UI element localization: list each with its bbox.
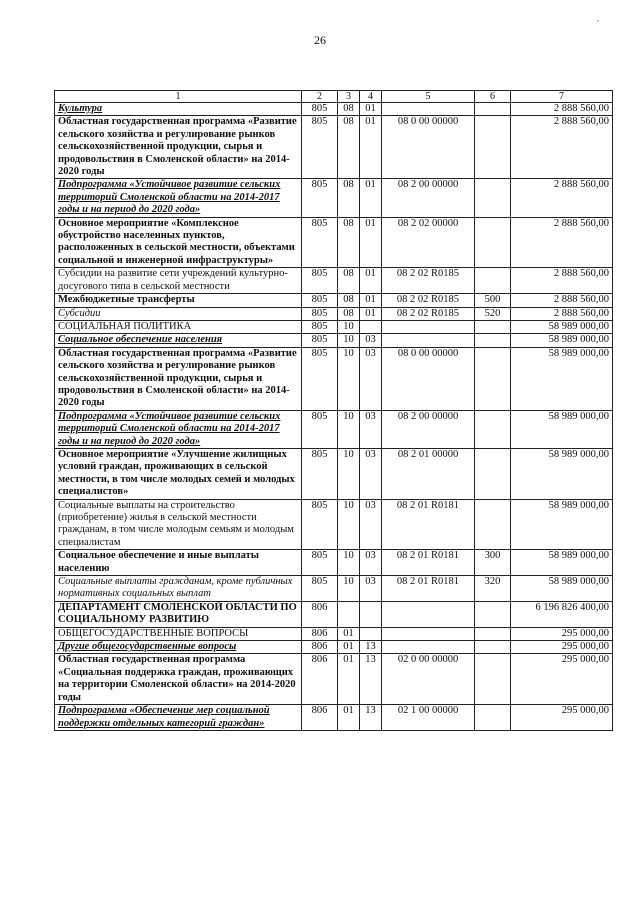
expense-type-cell <box>475 410 511 448</box>
dept-code-cell: 806 <box>302 705 338 731</box>
subsection-code-cell: 01 <box>360 268 382 294</box>
item-name-cell: Основное мероприятие «Улучшение жилищных условий граждан, проживающих в сельской местности, в том числе молодых семей и молодых специалистов» <box>55 448 302 499</box>
section-code-cell: 10 <box>338 576 360 602</box>
amount-cell: 295 000,00 <box>511 654 613 705</box>
item-name-cell: Подпрограмма «Устойчивое развитие сельских территорий Смоленской области на 2014-2017 годы и на период до 2020 года» <box>55 410 302 448</box>
expense-type-cell <box>475 601 511 627</box>
column-number: 4 <box>360 91 382 103</box>
dept-code-cell: 805 <box>302 499 338 550</box>
section-code-cell: 08 <box>338 217 360 268</box>
subsection-code-cell: 13 <box>360 641 382 654</box>
item-name-cell: Подпрограмма «Обеспечение мер социальной поддержки отдельных категорий граждан» <box>55 705 302 731</box>
column-numbers-row <box>55 91 613 103</box>
dept-code-cell: 806 <box>302 627 338 640</box>
section-code-cell: 01 <box>338 641 360 654</box>
item-name-cell: ОБЩЕГОСУДАРСТВЕННЫЕ ВОПРОСЫ <box>55 627 302 640</box>
target-article-cell: 08 2 01 R0181 <box>382 550 475 576</box>
expense-type-cell <box>475 347 511 410</box>
target-article-cell: 08 2 01 R0181 <box>382 499 475 550</box>
section-code-cell: 10 <box>338 448 360 499</box>
amount-cell: 2 888 560,00 <box>511 217 613 268</box>
subsection-code-cell: 03 <box>360 576 382 602</box>
section-code-cell: 10 <box>338 347 360 410</box>
target-article-cell <box>382 320 475 333</box>
section-code-cell: 01 <box>338 654 360 705</box>
dept-code-cell: 805 <box>302 347 338 410</box>
subsection-code-cell: 01 <box>360 294 382 307</box>
dept-code-cell: 805 <box>302 116 338 179</box>
dept-code-cell: 805 <box>302 294 338 307</box>
target-article-cell <box>382 601 475 627</box>
dept-code-cell: 805 <box>302 334 338 347</box>
pen-mark: , <box>597 14 599 23</box>
expense-type-cell <box>475 103 511 116</box>
dept-code-cell: 805 <box>302 103 338 116</box>
target-article-cell: 08 2 01 R0181 <box>382 576 475 602</box>
table-row <box>55 268 613 294</box>
section-code-cell: 08 <box>338 116 360 179</box>
expense-type-cell <box>475 705 511 731</box>
column-number: 7 <box>511 91 613 103</box>
target-article-cell: 08 2 01 00000 <box>382 448 475 499</box>
subsection-code-cell: 01 <box>360 116 382 179</box>
section-code-cell: 08 <box>338 294 360 307</box>
table-row <box>55 294 613 307</box>
table-row <box>55 641 613 654</box>
expense-type-cell: 520 <box>475 307 511 320</box>
section-code-cell: 10 <box>338 334 360 347</box>
amount-cell: 58 989 000,00 <box>511 499 613 550</box>
page-number: 26 <box>314 33 326 47</box>
amount-cell: 58 989 000,00 <box>511 334 613 347</box>
target-article-cell: 08 2 00 00000 <box>382 179 475 217</box>
item-name-cell: Другие общегосударственные вопросы <box>55 641 302 654</box>
section-code-cell <box>338 601 360 627</box>
amount-cell: 2 888 560,00 <box>511 268 613 294</box>
item-name-cell: Социальное обеспечение и иные выплаты населению <box>55 550 302 576</box>
target-article-cell <box>382 641 475 654</box>
target-article-cell: 08 2 02 R0185 <box>382 294 475 307</box>
item-name-cell: СОЦИАЛЬНАЯ ПОЛИТИКА <box>55 320 302 333</box>
item-name-cell: Основное мероприятие «Комплексное обустройство населенных пунктов, расположенных в сельской местности, объектами социальной и инженерной инфраструктуры» <box>55 217 302 268</box>
table-row <box>55 601 613 627</box>
table-row <box>55 116 613 179</box>
dept-code-cell: 805 <box>302 576 338 602</box>
target-article-cell: 08 2 02 00000 <box>382 217 475 268</box>
subsection-code-cell <box>360 320 382 333</box>
subsection-code-cell <box>360 601 382 627</box>
section-code-cell: 08 <box>338 268 360 294</box>
item-name-cell: Подпрограмма «Устойчивое развитие сельских территорий Смоленской области на 2014-2017 годы и на период до 2020 года» <box>55 179 302 217</box>
target-article-cell: 02 0 00 00000 <box>382 654 475 705</box>
section-code-cell: 01 <box>338 705 360 731</box>
item-name-cell: Культура <box>55 103 302 116</box>
subsection-code-cell: 01 <box>360 179 382 217</box>
subsection-code-cell: 01 <box>360 217 382 268</box>
item-name-cell: Социальные выплаты на строительство (приобретение) жилья в сельской местности гражданам, в том числе молодым семьям и молодым специалистам <box>55 499 302 550</box>
item-name-cell: Областная государственная программа «Развитие сельского хозяйства и регулирование рынков сельскохозяйственной продукции, сырья и продовольствия в Смоленской области» на 2014-2020 годы <box>55 116 302 179</box>
amount-cell: 6 196 826 400,00 <box>511 601 613 627</box>
amount-cell: 295 000,00 <box>511 641 613 654</box>
amount-cell: 295 000,00 <box>511 705 613 731</box>
target-article-cell <box>382 103 475 116</box>
amount-cell: 2 888 560,00 <box>511 116 613 179</box>
item-name-cell: Межбюджетные трансферты <box>55 294 302 307</box>
table-row <box>55 410 613 448</box>
expense-type-cell <box>475 116 511 179</box>
table-row <box>55 320 613 333</box>
subsection-code-cell: 03 <box>360 410 382 448</box>
subsection-code-cell: 13 <box>360 654 382 705</box>
table-row <box>55 499 613 550</box>
table-row <box>55 179 613 217</box>
amount-cell: 2 888 560,00 <box>511 179 613 217</box>
table-row <box>55 103 613 116</box>
dept-code-cell: 805 <box>302 217 338 268</box>
expense-type-cell <box>475 268 511 294</box>
subsection-code-cell: 03 <box>360 334 382 347</box>
table-row <box>55 347 613 410</box>
expense-type-cell <box>475 627 511 640</box>
amount-cell: 2 888 560,00 <box>511 307 613 320</box>
item-name-cell: Областная государственная программа «Развитие сельского хозяйства и регулирование рынков сельскохозяйственной продукции, сырья и продовольствия в Смоленской области» на 2014-2020 годы <box>55 347 302 410</box>
item-name-cell: Социальное обеспечение населения <box>55 334 302 347</box>
dept-code-cell: 805 <box>302 550 338 576</box>
subsection-code-cell: 01 <box>360 103 382 116</box>
amount-cell: 2 888 560,00 <box>511 294 613 307</box>
column-number: 1 <box>55 91 302 103</box>
expense-type-cell <box>475 499 511 550</box>
item-name-cell: Социальные выплаты гражданам, кроме публичных нормативных социальных выплат <box>55 576 302 602</box>
budget-table <box>54 90 613 731</box>
table-row <box>55 576 613 602</box>
table-row <box>55 550 613 576</box>
subsection-code-cell: 03 <box>360 499 382 550</box>
dept-code-cell: 805 <box>302 307 338 320</box>
amount-cell: 58 989 000,00 <box>511 347 613 410</box>
subsection-code-cell: 03 <box>360 448 382 499</box>
table-row <box>55 705 613 731</box>
column-number: 5 <box>382 91 475 103</box>
table-row <box>55 627 613 640</box>
table-row <box>55 448 613 499</box>
subsection-code-cell <box>360 627 382 640</box>
item-name-cell: Областная государственная программа «Социальная поддержка граждан, проживающих на территории Смоленской области» на 2014-2020 годы <box>55 654 302 705</box>
target-article-cell: 08 2 02 R0185 <box>382 268 475 294</box>
section-code-cell: 10 <box>338 499 360 550</box>
dept-code-cell: 805 <box>302 268 338 294</box>
item-name-cell: Субсидии на развитие сети учреждений культурно-досугового типа в сельской местности <box>55 268 302 294</box>
section-code-cell: 08 <box>338 179 360 217</box>
section-code-cell: 08 <box>338 103 360 116</box>
expense-type-cell: 320 <box>475 576 511 602</box>
target-article-cell: 08 2 00 00000 <box>382 410 475 448</box>
column-number: 6 <box>475 91 511 103</box>
dept-code-cell: 805 <box>302 448 338 499</box>
subsection-code-cell: 03 <box>360 347 382 410</box>
amount-cell: 58 989 000,00 <box>511 320 613 333</box>
target-article-cell <box>382 627 475 640</box>
amount-cell: 295 000,00 <box>511 627 613 640</box>
expense-type-cell <box>475 641 511 654</box>
subsection-code-cell: 01 <box>360 307 382 320</box>
expense-type-cell <box>475 217 511 268</box>
expense-type-cell <box>475 654 511 705</box>
amount-cell: 58 989 000,00 <box>511 448 613 499</box>
dept-code-cell: 805 <box>302 410 338 448</box>
section-code-cell: 10 <box>338 550 360 576</box>
expense-type-cell: 500 <box>475 294 511 307</box>
expense-type-cell: 300 <box>475 550 511 576</box>
table-row <box>55 654 613 705</box>
expense-type-cell <box>475 179 511 217</box>
section-code-cell: 08 <box>338 307 360 320</box>
expense-type-cell <box>475 448 511 499</box>
expense-type-cell <box>475 320 511 333</box>
amount-cell: 58 989 000,00 <box>511 576 613 602</box>
dept-code-cell: 805 <box>302 320 338 333</box>
section-code-cell: 01 <box>338 627 360 640</box>
target-article-cell: 08 2 02 R0185 <box>382 307 475 320</box>
target-article-cell: 02 1 00 00000 <box>382 705 475 731</box>
item-name-cell: ДЕПАРТАМЕНТ СМОЛЕНСКОЙ ОБЛАСТИ ПО СОЦИАЛЬНОМУ РАЗВИТИЮ <box>55 601 302 627</box>
subsection-code-cell: 13 <box>360 705 382 731</box>
column-number: 2 <box>302 91 338 103</box>
item-name-cell: Субсидии <box>55 307 302 320</box>
target-article-cell: 08 0 00 00000 <box>382 116 475 179</box>
subsection-code-cell: 03 <box>360 550 382 576</box>
column-number: 3 <box>338 91 360 103</box>
amount-cell: 58 989 000,00 <box>511 410 613 448</box>
target-article-cell: 08 0 00 00000 <box>382 347 475 410</box>
section-code-cell: 10 <box>338 320 360 333</box>
amount-cell: 2 888 560,00 <box>511 103 613 116</box>
expense-type-cell <box>475 334 511 347</box>
dept-code-cell: 806 <box>302 641 338 654</box>
dept-code-cell: 806 <box>302 601 338 627</box>
dept-code-cell: 806 <box>302 654 338 705</box>
table-row <box>55 217 613 268</box>
table-row <box>55 307 613 320</box>
dept-code-cell: 805 <box>302 179 338 217</box>
table-row <box>55 334 613 347</box>
section-code-cell: 10 <box>338 410 360 448</box>
target-article-cell <box>382 334 475 347</box>
amount-cell: 58 989 000,00 <box>511 550 613 576</box>
